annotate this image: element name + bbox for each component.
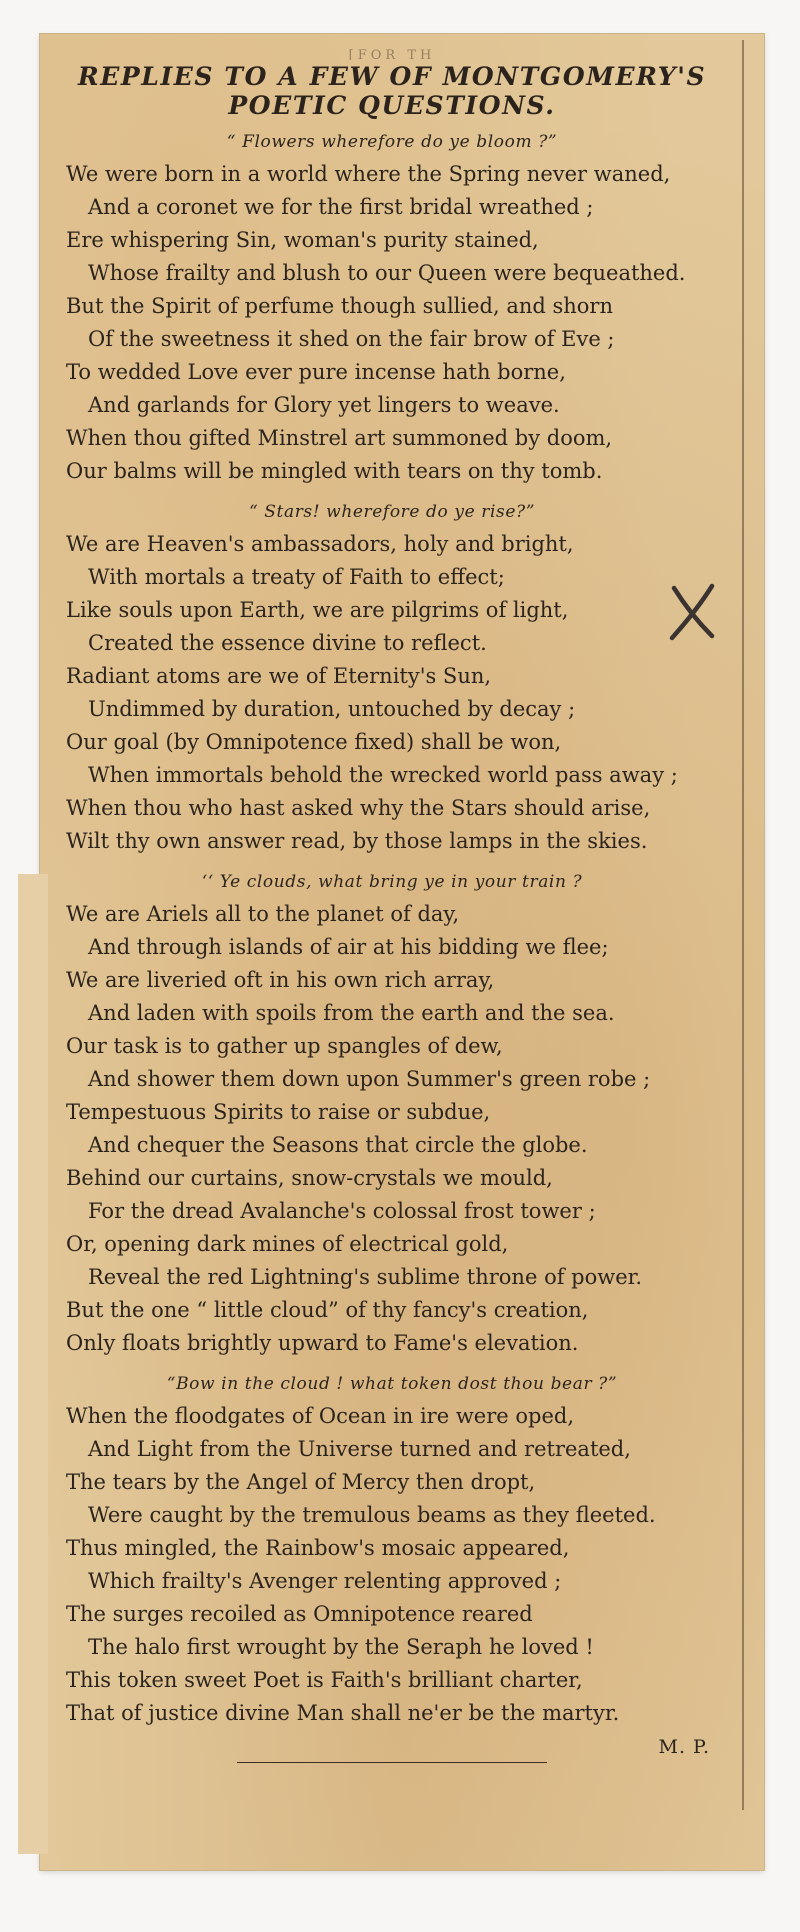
signature: M. P. xyxy=(658,1736,710,1758)
stanza-heading: “ Flowers wherefore do ye bloom ?” xyxy=(226,132,558,152)
x-mark-icon xyxy=(662,582,722,642)
poem-line: Whose frailty and blush to our Queen were bequeathed. xyxy=(88,261,686,285)
header-fragment: [FOR TH xyxy=(348,48,436,60)
stanza-clouds xyxy=(66,872,718,1360)
poem-line: Our balms will be mingled with tears on thy tomb. xyxy=(66,459,603,483)
poem-line: And laden with spoils from the earth and the sea. xyxy=(88,1001,615,1025)
poem-line: And through islands of air at his bidding we flee; xyxy=(88,935,609,959)
title-line-2: POETIC QUESTIONS. xyxy=(228,91,556,120)
poem-line: And a coronet we for the first bridal wreathed ; xyxy=(88,195,594,219)
poem-line: For the dread Avalanche's colossal frost tower ; xyxy=(88,1199,596,1223)
stanza-flowers xyxy=(66,132,718,488)
poem-line: We are Ariels all to the planet of day, xyxy=(66,902,460,926)
poem-line: To wedded Love ever pure incense hath borne, xyxy=(66,360,566,384)
title xyxy=(66,62,718,120)
poem-line: When thou who hast asked why the Stars should arise, xyxy=(66,796,651,820)
poem-line: When immortals behold the wrecked world pass away ; xyxy=(88,763,678,787)
poem-line: The surges recoiled as Omnipotence reared xyxy=(66,1602,533,1626)
poem-line: Like souls upon Earth, we are pilgrims of light, xyxy=(66,598,569,622)
poem-line: Reveal the red Lightning's sublime throne of power. xyxy=(88,1265,643,1289)
poem-line: Or, opening dark mines of electrical gold, xyxy=(66,1232,509,1256)
stanza-heading: “Bow in the cloud ! what token dost thou bear ?” xyxy=(166,1374,618,1394)
poem-line: We are liveried oft in his own rich array, xyxy=(66,968,495,992)
poem-line: When thou gifted Minstrel art summoned by doom, xyxy=(66,426,613,450)
poem-line: The halo first wrought by the Seraph he loved ! xyxy=(88,1635,594,1659)
poem-line: This token sweet Poet is Faith's brilliant charter, xyxy=(66,1668,583,1692)
poem-line: Created the essence divine to reflect. xyxy=(88,631,487,655)
newspaper-clipping xyxy=(40,34,764,1870)
poem-line: Of the sweetness it shed on the fair brow of Eve ; xyxy=(88,327,615,351)
poem-content xyxy=(66,48,718,1763)
poem-line: And Light from the Universe turned and retreated, xyxy=(88,1437,631,1461)
poem-line: We are Heaven's ambassadors, holy and bright, xyxy=(66,532,574,556)
stanza-bow xyxy=(66,1374,718,1730)
poem-line: Our task is to gather up spangles of dew, xyxy=(66,1034,503,1058)
poem-line: We were born in a world where the Spring never waned, xyxy=(66,162,671,186)
poem-line: Ere whispering Sin, woman's purity stained, xyxy=(66,228,539,252)
poem-line: Wilt thy own answer read, by those lamps in the skies. xyxy=(66,829,648,853)
poem-line: Our goal (by Omnipotence fixed) shall be won, xyxy=(66,730,562,754)
poem-line: Were caught by the tremulous beams as they fleeted. xyxy=(88,1503,656,1527)
poem-line: Undimmed by duration, untouched by decay ; xyxy=(88,697,576,721)
poem-line: And shower them down upon Summer's green robe ; xyxy=(88,1067,651,1091)
poem-line: Which frailty's Avenger relenting approved ; xyxy=(88,1569,562,1593)
closing-rule xyxy=(237,1762,547,1763)
poem-line: And chequer the Seasons that circle the globe. xyxy=(88,1133,588,1157)
poem-line: With mortals a treaty of Faith to effect; xyxy=(88,565,505,589)
poem-line: When the floodgates of Ocean in ire were oped, xyxy=(66,1404,574,1428)
poem-line: The tears by the Angel of Mercy then dropt, xyxy=(66,1470,536,1494)
stanza-heading: “ Stars! wherefore do ye rise?” xyxy=(248,502,535,522)
poem-line: But the one “ little cloud” of thy fancy's creation, xyxy=(66,1298,589,1322)
stanza-stars xyxy=(66,502,718,858)
poem-line: But the Spirit of perfume though sullied, and shorn xyxy=(66,294,613,318)
title-line-1: REPLIES TO A FEW OF MONTGOMERY'S xyxy=(77,62,707,91)
poem-line: Radiant atoms are we of Eternity's Sun, xyxy=(66,664,492,688)
poem-line: Behind our curtains, snow-crystals we mould, xyxy=(66,1166,553,1190)
poem-line: That of justice divine Man shall ne'er be the martyr. xyxy=(66,1701,620,1725)
poem-line: Thus mingled, the Rainbow's mosaic appeared, xyxy=(66,1536,570,1560)
stanza-heading: ‘‘ Ye clouds, what bring ye in your train ? xyxy=(201,872,583,892)
poem-line: Tempestuous Spirits to raise or subdue, xyxy=(66,1100,491,1124)
poem-line: Only floats brightly upward to Fame's elevation. xyxy=(66,1331,579,1355)
poem-line: And garlands for Glory yet lingers to weave. xyxy=(88,393,560,417)
